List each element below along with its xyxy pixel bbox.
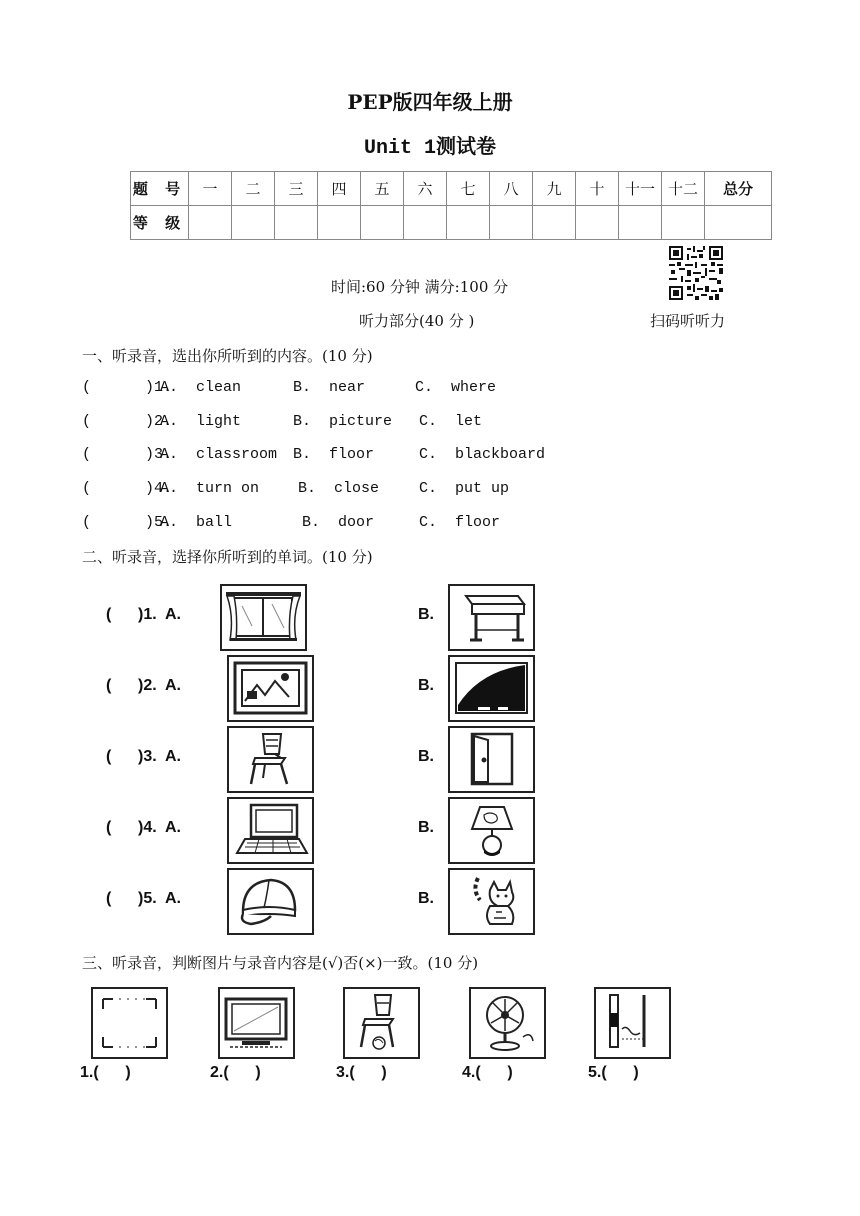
door-icon[interactable] <box>594 987 671 1059</box>
cap-icon[interactable] <box>227 868 314 935</box>
option-b: B. near <box>293 379 366 396</box>
question-number[interactable]: ( )2. A. <box>106 677 181 694</box>
grade-table-grade-row <box>131 206 772 240</box>
grade-cell[interactable] <box>232 206 275 240</box>
page-title: PEP版四年级上册 <box>347 90 513 114</box>
option-c: C. blackboard <box>419 446 546 463</box>
cat-icon[interactable] <box>448 868 535 935</box>
grade-cell[interactable] <box>275 206 318 240</box>
question-number[interactable]: ( )4. A. <box>106 819 181 836</box>
section3-heading: 三、听录音，判断图片与录音内容是(√)否(×)一致。(10 分) <box>82 954 479 972</box>
question-number[interactable]: ( )3. A. <box>106 748 181 765</box>
option-b: B. floor <box>293 446 375 463</box>
column-header: 五 <box>361 172 404 206</box>
lamp-icon[interactable] <box>448 797 535 864</box>
question-number[interactable]: ( )1. <box>82 379 173 396</box>
grade-cell[interactable] <box>619 206 662 240</box>
option-b-label: B. <box>418 748 434 765</box>
column-header: 七 <box>447 172 490 206</box>
column-header: 九 <box>533 172 576 206</box>
option-a: A. turn on <box>160 480 260 497</box>
grade-table-header-row <box>131 172 772 206</box>
option-a: A. ball <box>160 514 233 531</box>
chair-icon[interactable] <box>227 726 314 793</box>
option-b-label: B. <box>418 606 434 623</box>
option-c: C. floor <box>419 514 501 531</box>
column-header: 十 <box>576 172 619 206</box>
chair-icon[interactable] <box>343 987 420 1059</box>
door-icon[interactable] <box>448 726 535 793</box>
option-b-label: B. <box>418 677 434 694</box>
column-header: 八 <box>490 172 533 206</box>
desk-icon[interactable] <box>448 584 535 651</box>
grade-label: 等 级 <box>131 206 189 240</box>
grade-cell[interactable] <box>576 206 619 240</box>
section1-heading: 一、听录音，选出你所听到的内容。(10 分) <box>82 347 373 365</box>
window-icon[interactable] <box>220 584 307 651</box>
section2-heading: 二、听录音，选择你所听到的单词。(10 分) <box>82 548 373 566</box>
column-header: 十二 <box>662 172 705 206</box>
picture-icon[interactable] <box>227 655 314 722</box>
grade-cell[interactable] <box>361 206 404 240</box>
answer-blank-1[interactable]: 1.( ) <box>80 1064 131 1081</box>
blackboard-icon[interactable] <box>448 655 535 722</box>
grade-cell[interactable] <box>533 206 576 240</box>
option-c: C. let <box>419 413 483 430</box>
answer-blank-2[interactable]: 2.( ) <box>210 1064 261 1081</box>
question-number[interactable]: ( )2. <box>82 413 173 430</box>
column-header: 十一 <box>619 172 662 206</box>
question-number[interactable]: ( )3. <box>82 446 173 463</box>
option-b: B. door <box>302 514 375 531</box>
column-header: 二 <box>232 172 275 206</box>
grade-cell[interactable] <box>447 206 490 240</box>
question-number[interactable]: ( )4. <box>82 480 173 497</box>
option-b-label: B. <box>418 890 434 907</box>
listening-part-label: 听力部分(40 分 ) <box>359 312 475 330</box>
total-cell[interactable] <box>705 206 772 240</box>
option-a: A. light <box>160 413 242 430</box>
option-c: C. put up <box>419 480 510 497</box>
option-c: C. where <box>415 379 497 396</box>
column-header: 一 <box>189 172 232 206</box>
grade-cell[interactable] <box>662 206 705 240</box>
answer-blank-3[interactable]: 3.( ) <box>336 1064 387 1081</box>
grade-table <box>130 171 772 240</box>
tv-icon[interactable] <box>218 987 295 1059</box>
grade-cell[interactable] <box>318 206 361 240</box>
computer-icon[interactable] <box>227 797 314 864</box>
column-header: 四 <box>318 172 361 206</box>
answer-blank-4[interactable]: 4.( ) <box>462 1064 513 1081</box>
answer-blank-5[interactable]: 5.( ) <box>588 1064 639 1081</box>
page-subtitle: Unit 1测试卷 <box>363 137 496 160</box>
question-number[interactable]: ( )5. <box>82 514 173 531</box>
qr-caption: 扫码听听力 <box>650 312 726 330</box>
question-number[interactable]: ( )1. A. <box>106 606 181 623</box>
question-number[interactable]: ( )5. A. <box>106 890 181 907</box>
option-a: A. clean <box>160 379 242 396</box>
option-a: A. classroom <box>160 446 278 463</box>
picture-frame-icon[interactable] <box>91 987 168 1059</box>
option-b: B. picture <box>293 413 393 430</box>
grade-cell[interactable] <box>404 206 447 240</box>
option-b: B. close <box>298 480 380 497</box>
option-b-label: B. <box>418 819 434 836</box>
grade-cell[interactable] <box>490 206 533 240</box>
time-score-info: 时间:60 分钟 满分:100 分 <box>331 278 509 296</box>
total-label: 总分 <box>705 172 772 206</box>
column-header: 三 <box>275 172 318 206</box>
qr-code-icon[interactable] <box>669 246 723 300</box>
fan-icon[interactable] <box>469 987 546 1059</box>
question-number-label: 题 号 <box>131 172 189 206</box>
column-header: 六 <box>404 172 447 206</box>
grade-cell[interactable] <box>189 206 232 240</box>
